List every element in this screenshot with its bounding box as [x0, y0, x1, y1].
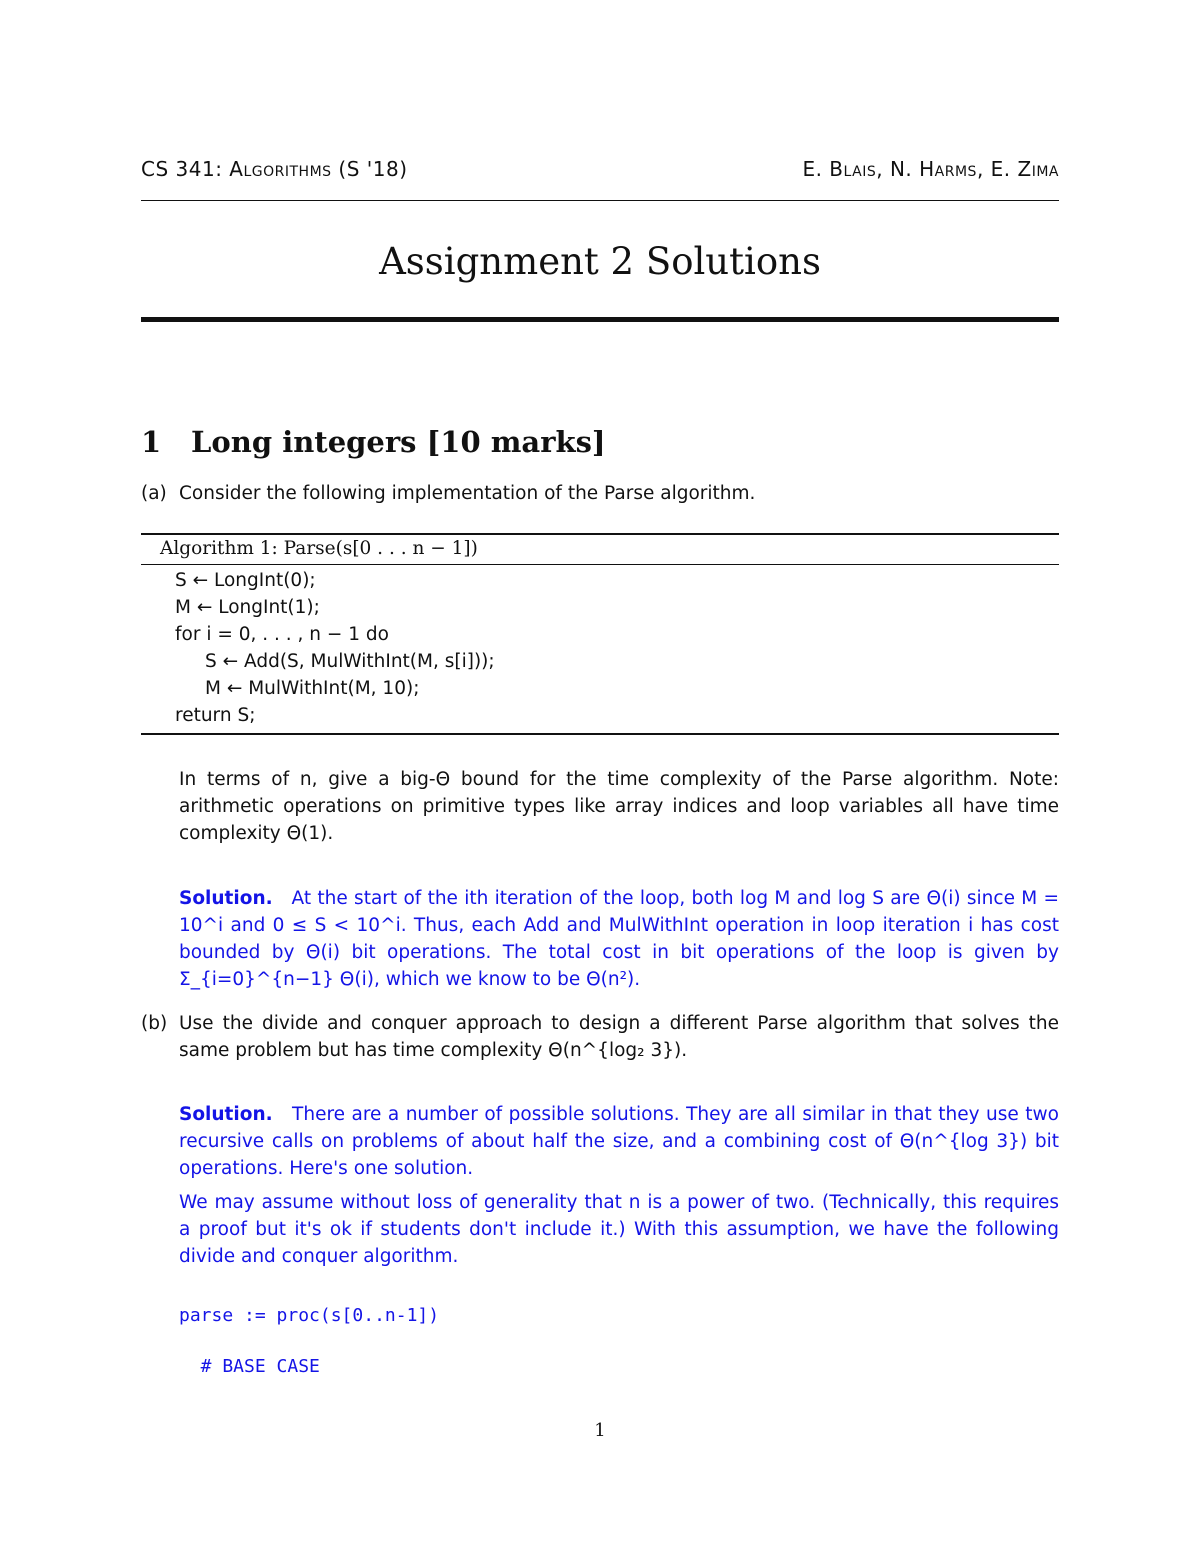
part-b-label: (b) [141, 1013, 168, 1034]
code-line: # BASE CASE [179, 1356, 320, 1377]
part-a-solution [179, 885, 1059, 993]
part-a-question: In terms of n, give a big-Θ bound for the time complexity of the Parse algorithm. Note: arithmetic operations on primitive types like array indices and loop variables all have time complexity Θ(1). [179, 769, 1059, 844]
course-title: CS 341: Algorithms (S '18) [141, 157, 408, 181]
solution-text: At the start of the ith iteration of the loop, both log M and log S are Θ(i) since M = 10^i and 0 ≤ S < 10^i. Thus, each Add and MulWithInt operation in loop iteration i has cost bounded by Θ(i) bit operations. The total cost in bit operations of the loop is given by Σ_{i=0}^{n−1} Θ(i), which we know to be Θ(n²). [179, 888, 1059, 990]
algorithm-line: M ← LongInt(1); [175, 597, 320, 618]
part-a-intro: Consider the following implementation of the Parse algorithm. [179, 483, 756, 504]
course-header [141, 157, 408, 181]
part-b-question: Use the divide and conquer approach to design a different Parse algorithm that solves the same problem but has time complexity Θ(n^{log₂ 3}). [179, 1013, 1059, 1061]
section-number: 1 [141, 425, 162, 459]
title-rule [141, 317, 1059, 322]
solution-text: There are a number of possible solutions. They are all similar in that they use two recursive calls on problems of about half the size, and a combining cost of Θ(n^{log 3}) bit operations. Here's one solution. [179, 1104, 1059, 1179]
algorithm-caption-text: Algorithm 1: Parse(s[0 . . . n − 1]) [160, 538, 478, 559]
solution-label: Solution. [179, 1104, 273, 1125]
page-number: 1 [594, 1420, 606, 1441]
section-title: Long integers [10 marks] [191, 425, 606, 459]
part-a-label: (a) [141, 483, 167, 504]
authors-header [802, 157, 1059, 181]
algorithm-line: S ← Add(S, MulWithInt(M, s[i])); [205, 651, 495, 672]
algorithm-mid-rule [141, 564, 1059, 565]
header-rule [141, 200, 1059, 201]
section-heading [141, 425, 606, 459]
algorithm-line: M ← MulWithInt(M, 10); [205, 678, 420, 699]
solution-label: Solution. [179, 888, 273, 909]
part-b-solution [179, 1101, 1059, 1182]
authors: E. Blais, N. Harms, E. Zima [802, 157, 1059, 181]
algorithm-caption [160, 535, 478, 562]
code-line: parse := proc(s[0..n-1]) [179, 1305, 440, 1326]
algorithm-line: return S; [175, 705, 256, 726]
algorithm-line: S ← LongInt(0); [175, 570, 316, 591]
part-b-solution-p2: We may assume without loss of generality that n is a power of two. (Technically, this requires a proof but it's ok if students don't include it.) With this assumption, we have the following divide and conquer algorithm. [179, 1192, 1059, 1267]
page-title: Assignment 2 Solutions [379, 240, 821, 283]
algorithm-line: for i = 0, . . . , n − 1 do [175, 624, 389, 645]
algorithm-bottom-rule [141, 733, 1059, 735]
